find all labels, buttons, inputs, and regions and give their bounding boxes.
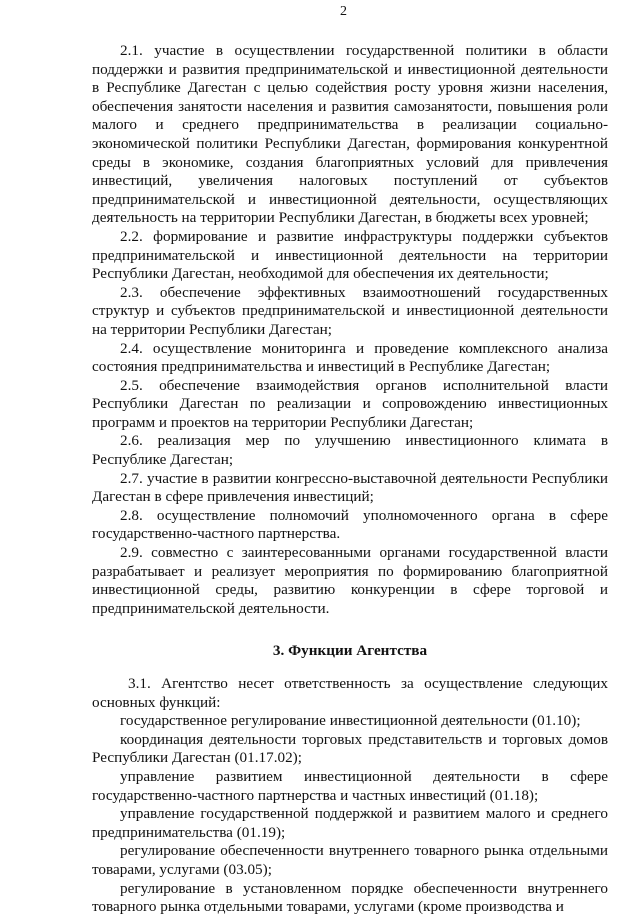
goal-paragraph: 2.4. осуществление мониторинга и проведение комплексного анализа состояния предпринимательства и инвестиций в Республике Дагестан; (92, 339, 608, 376)
function-paragraph: государственное регулирование инвестиционной деятельности (01.10); (120, 712, 581, 730)
goal-paragraph: 2.8. осуществление полномочий уполномоченного органа в сфере государственно-частного партнерства. (92, 506, 608, 543)
goal-paragraph: 2.5. обеспечение взаимодействия органов исполнительной власти Республики Дагестан по реализации и сопровождению инвестиционных программ и проектов на территории Республики Дагестан; (92, 376, 608, 431)
goal-paragraph: 2.9. совместно с заинтересованными органами государственной власти разрабатывает и реализует мероприятия по формированию благоприятной инвестиционной среды, развитию конкуренции в сфере торговой и предпринимательской деятельности. (92, 544, 608, 617)
goal-paragraph: 2.1. участие в осуществлении государственной политики в области поддержки и развития предпринимательской и инвестиционной деятельности в Республике Дагестан с целью содействия росту уровня жизни населения, обеспечения занятости населения и развития самозанятости, повышения роли малого и среднего предпринимательства в реализации социально-экономической политики Республики Дагестан, формирования конкурентной среды в экономике, создания благоприятных условий для привлечения инвестиций, увеличения налоговых поступлений от субъектов предпринимательской и инвестиционной деятельности, осуществляющих деятельность на территории Республики Дагестан, в бюджеты всех уровней; (92, 42, 608, 227)
section-heading: 3. Функции Агентства (272, 642, 428, 660)
document-body (92, 42, 608, 917)
goal-paragraph: 2.6. реализация мер по улучшению инвестиционного климата в Республике Дагестан; (92, 432, 608, 469)
goal-paragraph: 2.2. формирование и развитие инфраструктуры поддержки субъектов предпринимательской и инвестиционной деятельности на территории Республики Дагестан, необходимой для обеспечения их деятельности; (92, 227, 608, 283)
goal-paragraph: 2.3. обеспечение эффективных взаимоотношений государственных структур и субъектов предпринимательской и инвестиционной деятельности на территории Республики Дагестан; (92, 283, 608, 338)
function-paragraph: координация деятельности торговых представительств и торговых домов Республики Дагестан (01.17.02); (92, 730, 608, 767)
function-paragraph: 3.1. Агентство несет ответственность за осуществление следующих основных функций: (92, 675, 608, 711)
page-number: 2 (340, 4, 347, 19)
goal-paragraph: 2.7. участие в развитии конгрессно-выставочной деятельности Республики Дагестан в сфере привлечения инвестиций; (92, 469, 608, 506)
function-paragraph: регулирование обеспеченности внутреннего товарного рынка отдельными товарами, услугами (03.05); (92, 842, 608, 878)
function-paragraph: управление развитием инвестиционной деятельности в сфере государственно-частного партнерства и частных инвестиций (01.18); (92, 767, 608, 804)
function-paragraph: управление государственной поддержкой и развитием малого и среднего предпринимательства (01.19); (92, 805, 608, 841)
function-paragraph: регулирование в установленном порядке обеспеченности внутреннего товарного рынка отдельными товарами, услугами (кроме производства и (92, 879, 608, 916)
